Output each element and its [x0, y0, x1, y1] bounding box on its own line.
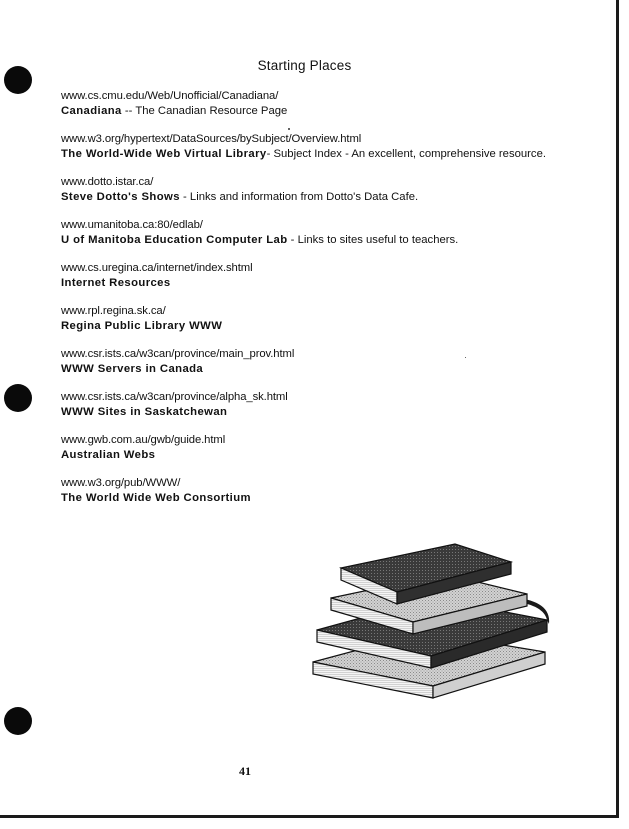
list-item [61, 261, 561, 291]
resource-name: Canadiana [61, 105, 122, 117]
resource-description-line [61, 448, 561, 463]
resource-description-line [61, 491, 561, 506]
resource-url: www.w3.org/hypertext/DataSources/bySubject/Overview.html [61, 133, 362, 145]
resource-name: The World Wide Web Consortium [61, 492, 251, 504]
resource-list [61, 89, 561, 519]
resource-url: www.rpl.regina.sk.ca/ [61, 305, 166, 317]
page-title [0, 58, 609, 73]
list-item [61, 347, 561, 377]
list-item [61, 304, 561, 334]
resource-name: The World-Wide Web Virtual Library [61, 148, 267, 160]
resource-description-line [61, 362, 561, 377]
list-item [61, 89, 561, 119]
resource-name: WWW Servers in Canada [61, 363, 204, 375]
resource-name: Regina Public Library WWW [61, 320, 223, 332]
resource-url: www.umanitoba.ca:80/edlab/ [61, 219, 203, 231]
resource-description: - Subject Index - An excellent, comprehensive resource. [266, 148, 547, 160]
page-border-right [616, 0, 619, 818]
resource-url: www.dotto.istar.ca/ [61, 176, 154, 188]
resource-description: - Links to sites useful to teachers. [287, 234, 459, 246]
resource-description-line [61, 319, 561, 334]
list-item [61, 390, 561, 420]
resource-name: Steve Dotto's Shows [61, 191, 180, 203]
binder-hole-bottom [4, 707, 32, 735]
resource-description: - Links and information from Dotto's Data Cafe. [179, 191, 419, 203]
resource-description-line [61, 147, 561, 162]
list-item [61, 175, 561, 205]
page-border-bottom [0, 815, 619, 818]
list-item [61, 433, 561, 463]
stack-of-books-icon [305, 540, 555, 705]
resource-url: www.cs.cmu.edu/Web/Unofficial/Canadiana/ [61, 90, 279, 102]
resource-name: WWW Sites in Saskatchewan [61, 406, 228, 418]
resource-name: U of Manitoba Education Computer Lab [61, 234, 288, 246]
page-number: 41 [239, 764, 251, 778]
resource-description-line [61, 190, 561, 205]
resource-name: Internet Resources [61, 277, 171, 289]
resource-url: www.cs.uregina.ca/internet/index.shtml [61, 262, 253, 274]
page-title-text: Starting Places [257, 58, 352, 73]
binder-hole-middle [4, 384, 32, 412]
resource-url: www.w3.org/pub/WWW/ [61, 477, 181, 489]
list-item [61, 218, 561, 248]
resource-url: www.gwb.com.au/gwb/guide.html [61, 434, 226, 446]
resource-description-line [61, 233, 561, 248]
resource-description-line [61, 405, 561, 420]
list-item [61, 132, 561, 162]
resource-description-line [61, 104, 561, 119]
resource-name: Australian Webs [61, 449, 156, 461]
resource-description: -- The Canadian Resource Page [121, 105, 288, 117]
resource-url: www.csr.ists.ca/w3can/province/main_prov.html [61, 348, 295, 360]
list-item [61, 476, 561, 506]
resource-description-line [61, 276, 561, 291]
resource-url: www.csr.ists.ca/w3can/province/alpha_sk.html [61, 391, 288, 403]
